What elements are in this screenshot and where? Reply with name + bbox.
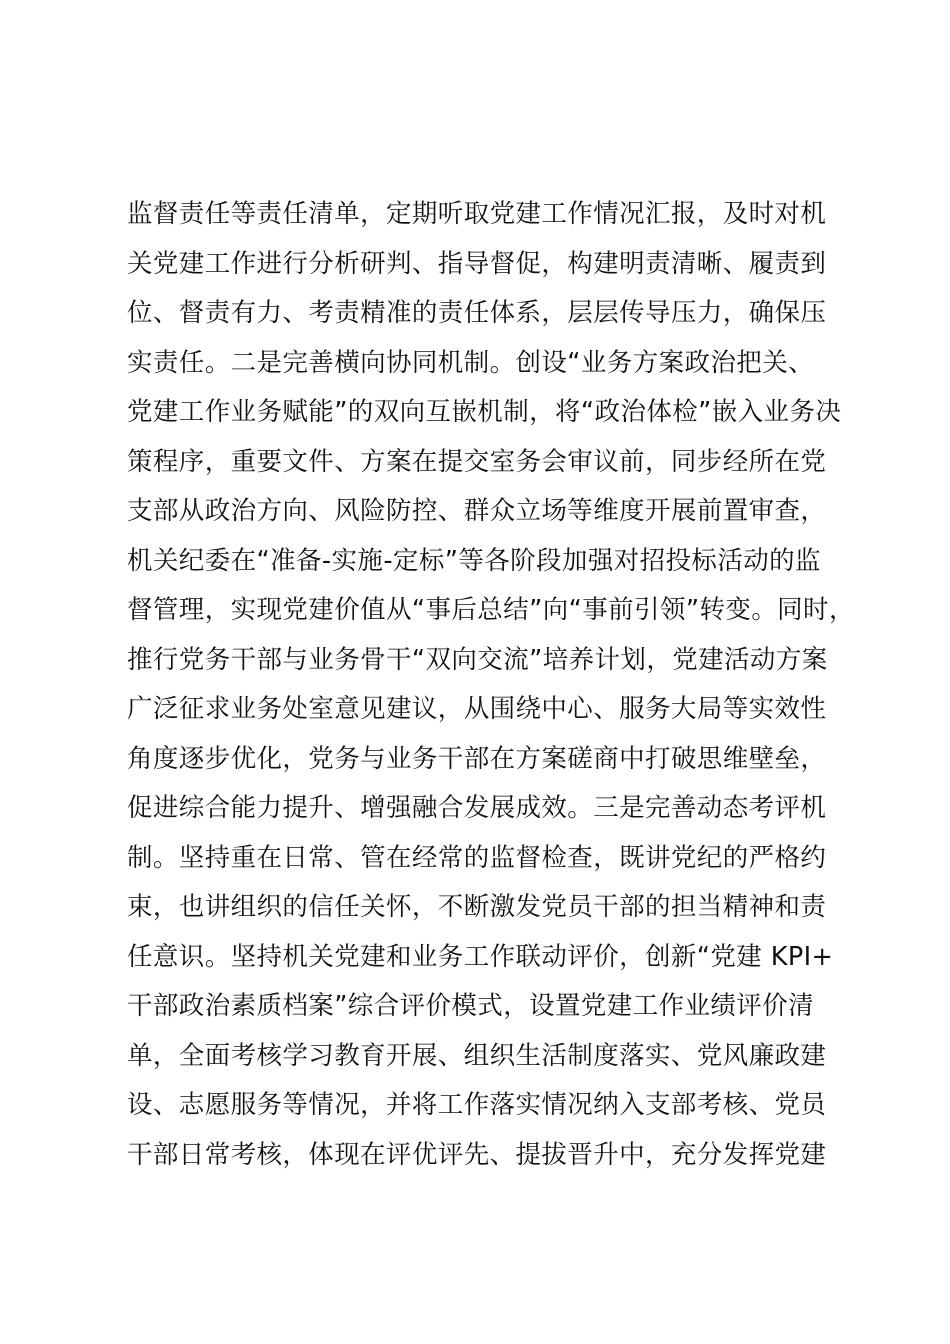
text-line: 干部日常考核，体现在评优评先、提拔晋升中，充分发挥党建 — [127, 1139, 827, 1170]
text-line: 单，全面考核学习教育开展、组织生活制度落实、党风廉政建 — [127, 1040, 827, 1071]
text-line: 角度逐步优化，党务与业务干部在方案磋商中打破思维壁垒， — [127, 743, 827, 774]
text-line: 机关纪委在“准备-实施-定标”等各阶段加强对招投标活动的监 — [127, 545, 821, 576]
text-line: 关党建工作进行分析研判、指导督促，构建明责清晰、履责到 — [127, 248, 827, 279]
text-line: 党建工作业务赋能”的双向互嵌机制，将“政治体检”嵌入业务决 — [127, 397, 842, 427]
body-paragraph — [127, 190, 855, 1180]
text-line: 广泛征求业务处室意见建议，从围绕中心、服务大局等实效性 — [127, 694, 827, 724]
text-line: 任意识。坚持机关党建和业务工作联动评价，创新“党建 KPI+ — [127, 941, 834, 972]
text-line: 策程序，重要文件、方案在提交室务会审议前，同步经所在党 — [127, 446, 827, 477]
text-line: 制。坚持重在日常、管在经常的监督检查，既讲党纪的严格约 — [127, 842, 827, 873]
text-line: 实责任。二是完善横向协同机制。创设“业务方案政治把关、 — [127, 347, 815, 378]
text-line: 推行党务干部与业务骨干“双向交流”培养计划，党建活动方案 — [127, 644, 828, 675]
text-line: 监督责任等责任清单，定期听取党建工作情况汇报，及时对机 — [127, 199, 827, 229]
text-line: 促进综合能力提升、增强融合发展成效。三是完善动态考评机 — [127, 793, 827, 823]
text-line: 设、志愿服务等情况，并将工作落实情况纳入支部考核、党员 — [127, 1090, 827, 1120]
text-line: 督管理，实现党建价值从“事后总结”向“事前引领”转变。同时， — [127, 595, 855, 625]
text-line: 干部政治素质档案”综合评价模式，设置党建工作业绩评价清 — [127, 991, 815, 1021]
text-line: 束，也讲组织的信任关怀，不断激发党员干部的担当精神和责 — [127, 892, 827, 922]
text-line: 支部从政治方向、风险防控、群众立场等维度开展前置审查， — [127, 496, 827, 526]
text-line: 位、督责有力、考责精准的责任体系，层层传导压力，确保压 — [127, 298, 827, 328]
